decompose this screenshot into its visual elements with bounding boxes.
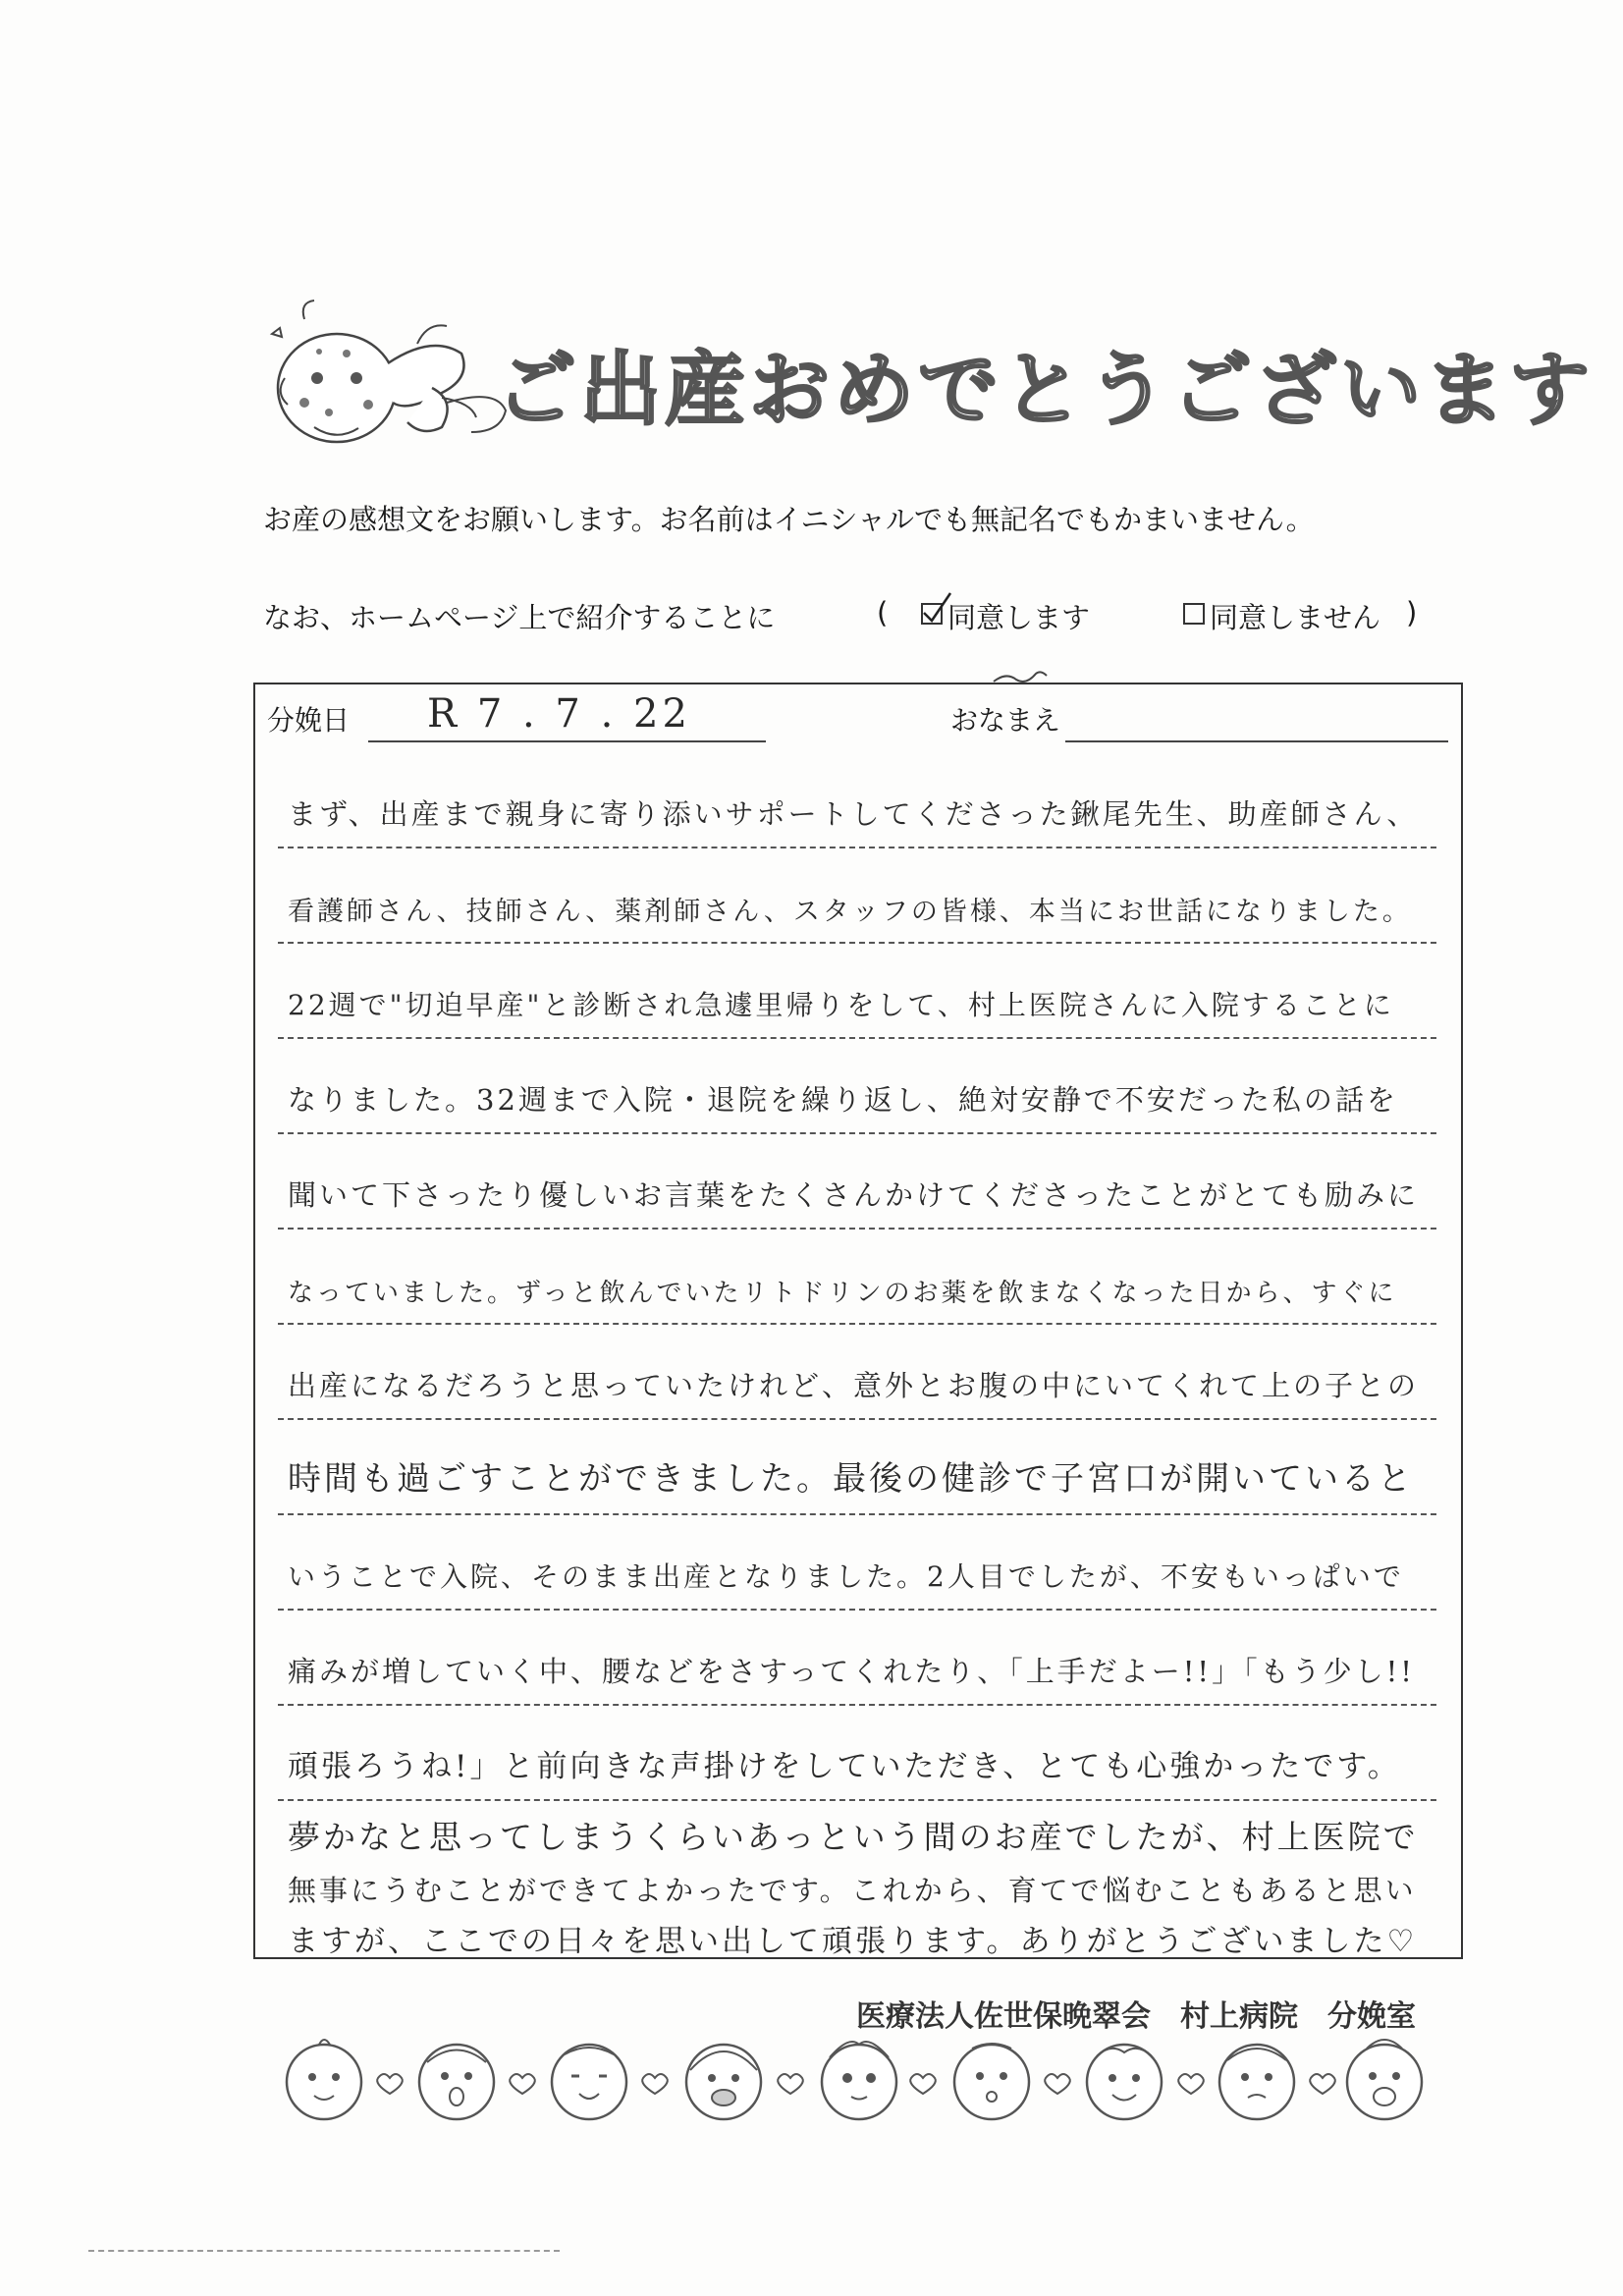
- text-line-content: まず、出産まで親身に寄り添いサポートしてくださった鍬尾先生、助産師さん、: [288, 797, 1419, 831]
- text-line: [278, 766, 1436, 848]
- date-value: R 7 . 7 . 22: [427, 691, 691, 737]
- banner-title-layer: [260, 295, 1595, 462]
- text-line-content: 看護師さん、技師さん、薬剤師さん、スタッフの皆様、本当にお世話になりました。: [288, 897, 1412, 927]
- paren-open: (: [877, 596, 889, 629]
- agree-option[interactable]: [921, 599, 1127, 634]
- extra-text-line-content: 無事にうむことができてよかったです。これから、育てで悩むこともあると思い: [288, 1874, 1417, 1907]
- baby-face-icon: [1219, 2045, 1294, 2119]
- baby-face-icon: [954, 2044, 1029, 2119]
- agree-checkbox[interactable]: [921, 603, 943, 625]
- disagree-option[interactable]: [1183, 599, 1399, 634]
- heart-icon: [778, 2074, 803, 2094]
- text-line: [278, 1433, 1436, 1515]
- date-field[interactable]: [368, 689, 766, 742]
- baby-face-icon: [1347, 2040, 1422, 2119]
- text-line-content: なりました。32週まで入院・退院を繰り返し、絶対安静で不安だった私の話を: [288, 1083, 1398, 1117]
- extra-text-line-content: 夢かなと思ってしまうくらいあっという間のお産でしたが、村上医院で: [288, 1818, 1419, 1856]
- baby-face-icon: [686, 2045, 761, 2119]
- heart-icon: [1178, 2074, 1204, 2094]
- baby-face-icon: [552, 2045, 626, 2119]
- text-line-content: 聞いて下さったり優しいお言葉をたくさんかけてくださったことがとても励みに: [288, 1178, 1420, 1212]
- heart-icon: [1310, 2074, 1335, 2094]
- text-line-content: 出産になるだろうと思っていたけれど、意外とお腹の中にいてくれて上の子との: [288, 1369, 1420, 1402]
- text-line-content: いうことで入院、そのまま出産となりました。2人目でしたが、不安もいっぱいで: [288, 1560, 1404, 1593]
- text-line-content: 22週で"切迫早産"と診断され急遽里帰りをして、村上医院さんに入院することに: [288, 989, 1394, 1021]
- text-line-content: 痛みが増していく中、腰などをさすってくれたり、「上手だよー!!」「もう少し!!: [288, 1655, 1415, 1688]
- name-label: おなまえ: [950, 704, 1061, 737]
- baby-face-icon: [287, 2040, 361, 2119]
- baby-face-icon: [1087, 2045, 1162, 2119]
- name-field[interactable]: [1065, 689, 1448, 742]
- text-line: [278, 957, 1436, 1039]
- page-title: ご出産おめでとうございます: [496, 344, 1595, 437]
- text-line: [278, 1052, 1436, 1134]
- heart-icon: [910, 2074, 936, 2094]
- heart-icon: [377, 2074, 403, 2094]
- text-line: [278, 1528, 1436, 1611]
- agree-label: 同意します: [947, 601, 1091, 634]
- date-label: 分娩日: [267, 704, 351, 737]
- extra-text-line-content: ますが、ここでの日々を思い出して頑張ります。ありがとうございました♡: [288, 1924, 1418, 1959]
- text-line: [278, 1338, 1436, 1420]
- header-banner: [260, 295, 1595, 462]
- text-line: [278, 1623, 1436, 1706]
- text-line: [278, 861, 1436, 944]
- text-line: [278, 1719, 1436, 1801]
- heart-icon: [642, 2074, 668, 2094]
- heart-icon: [510, 2074, 535, 2094]
- baby-face-icon: [419, 2045, 494, 2119]
- baby-face-icon: [822, 2042, 896, 2119]
- heart-icon: [1045, 2074, 1070, 2094]
- text-line-content: 時間も過ごすことができました。最後の健診で子宮口が開いていると: [288, 1459, 1414, 1499]
- scan-artifact-line: [88, 2250, 560, 2252]
- text-line: [278, 1147, 1436, 1230]
- disagree-label: 同意しません: [1210, 601, 1381, 634]
- text-line-content: 頑張ろうね!」と前向きな声掛けをしていただき、とても心強かったです。: [288, 1749, 1401, 1784]
- extra-text-line: [278, 1856, 1436, 1913]
- paren-close: ): [1406, 596, 1418, 629]
- instruction-text: お産の感想文をお願いします。お名前はイニシャルでも無記名でもかまいません。: [263, 503, 1315, 536]
- text-line: [278, 1242, 1436, 1325]
- text-line-content: なっていました。ずっと飲んでいたリトドリンのお薬を飲まなくなった日から、すぐに: [288, 1279, 1397, 1308]
- institution-name: 医療法人佐世保晩翠会 村上病院 分娩室: [856, 1999, 1416, 2034]
- baby-faces-decoration: [280, 2035, 1429, 2128]
- extra-text-line: [278, 1805, 1436, 1862]
- disagree-checkbox[interactable]: [1183, 603, 1205, 625]
- extra-text-line: [278, 1907, 1436, 1964]
- consent-prefix-text: なお、ホームページ上で紹介することに: [263, 601, 776, 634]
